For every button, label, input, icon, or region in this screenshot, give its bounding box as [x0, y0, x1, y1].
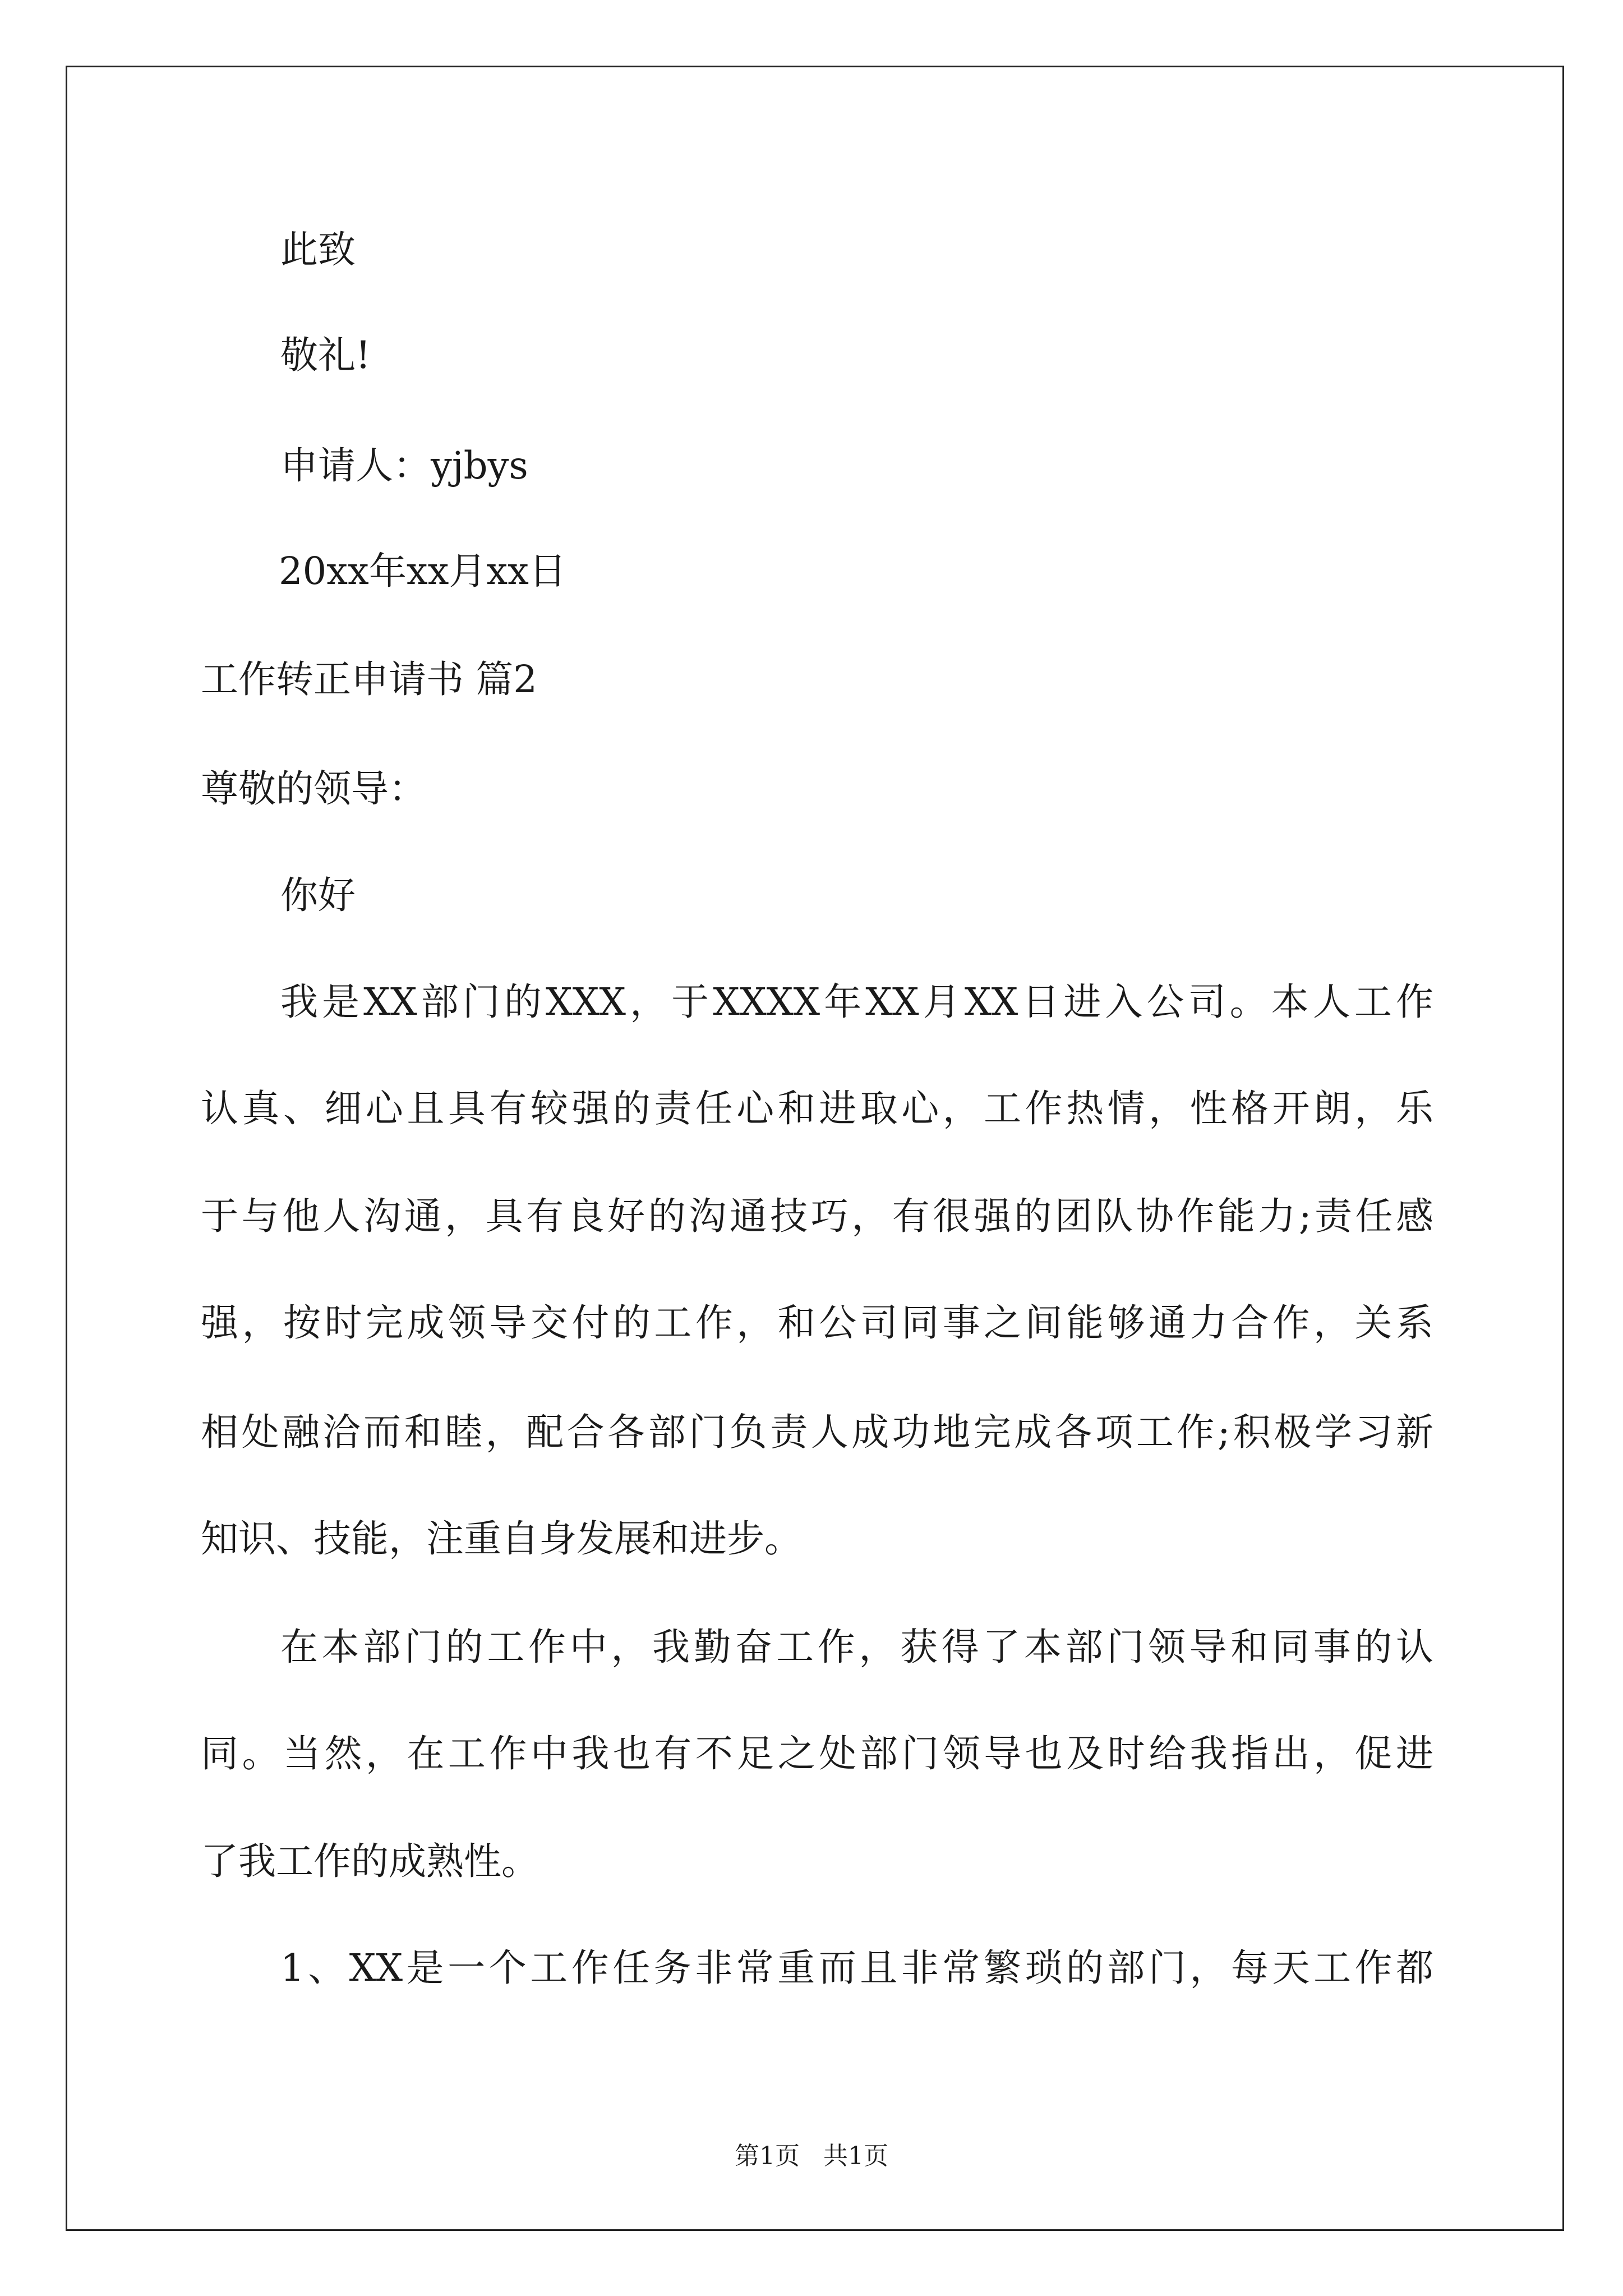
- applicant-line: 申请人：yjbys: [280, 444, 528, 487]
- date-line: 20xx年xx月xx日: [279, 549, 566, 593]
- paragraph1-line: 于与他人沟通，具有良好的沟通技巧，有很强的团队协作能力;责任感: [201, 1194, 1433, 1238]
- page-footer: 第1页 共1页: [735, 2142, 888, 2170]
- paragraph1-line: 知识、技能，注重自身发展和进步。: [201, 1517, 802, 1561]
- salutation: 尊敬的领导：: [201, 767, 426, 811]
- paragraph2-line: 了我工作的成熟性。: [201, 1839, 539, 1883]
- closing-regards: 敬礼!: [280, 333, 371, 377]
- paragraph2-line: 在本部门的工作中，我勤奋工作，获得了本部门领导和同事的认: [280, 1625, 1433, 1669]
- paragraph1-line: 我是XX部门的XXX，于XXXX年XX月XX日进入公司。本人工作: [280, 980, 1433, 1024]
- section-title: 工作转正申请书 篇2: [201, 657, 537, 701]
- greeting: 你好: [280, 873, 356, 917]
- paragraph3-line: 1、XX是一个工作任务非常重而且非常繁琐的部门，每天工作都: [280, 1946, 1433, 1990]
- paragraph1-line: 相处融洽而和睦，配合各部门负责人成功地完成各项工作;积极学习新: [201, 1410, 1433, 1454]
- page-border: [66, 66, 1564, 2231]
- paragraph1-line: 强，按时完成领导交付的工作，和公司同事之间能够通力合作，关系: [201, 1301, 1433, 1345]
- closing-salute: 此致: [280, 228, 356, 272]
- paragraph2-line: 同。当然，在工作中我也有不足之处部门领导也及时给我指出，促进: [201, 1732, 1433, 1775]
- paragraph1-line: 认真、细心且具有较强的责任心和进取心，工作热情，性格开朗，乐: [201, 1087, 1433, 1130]
